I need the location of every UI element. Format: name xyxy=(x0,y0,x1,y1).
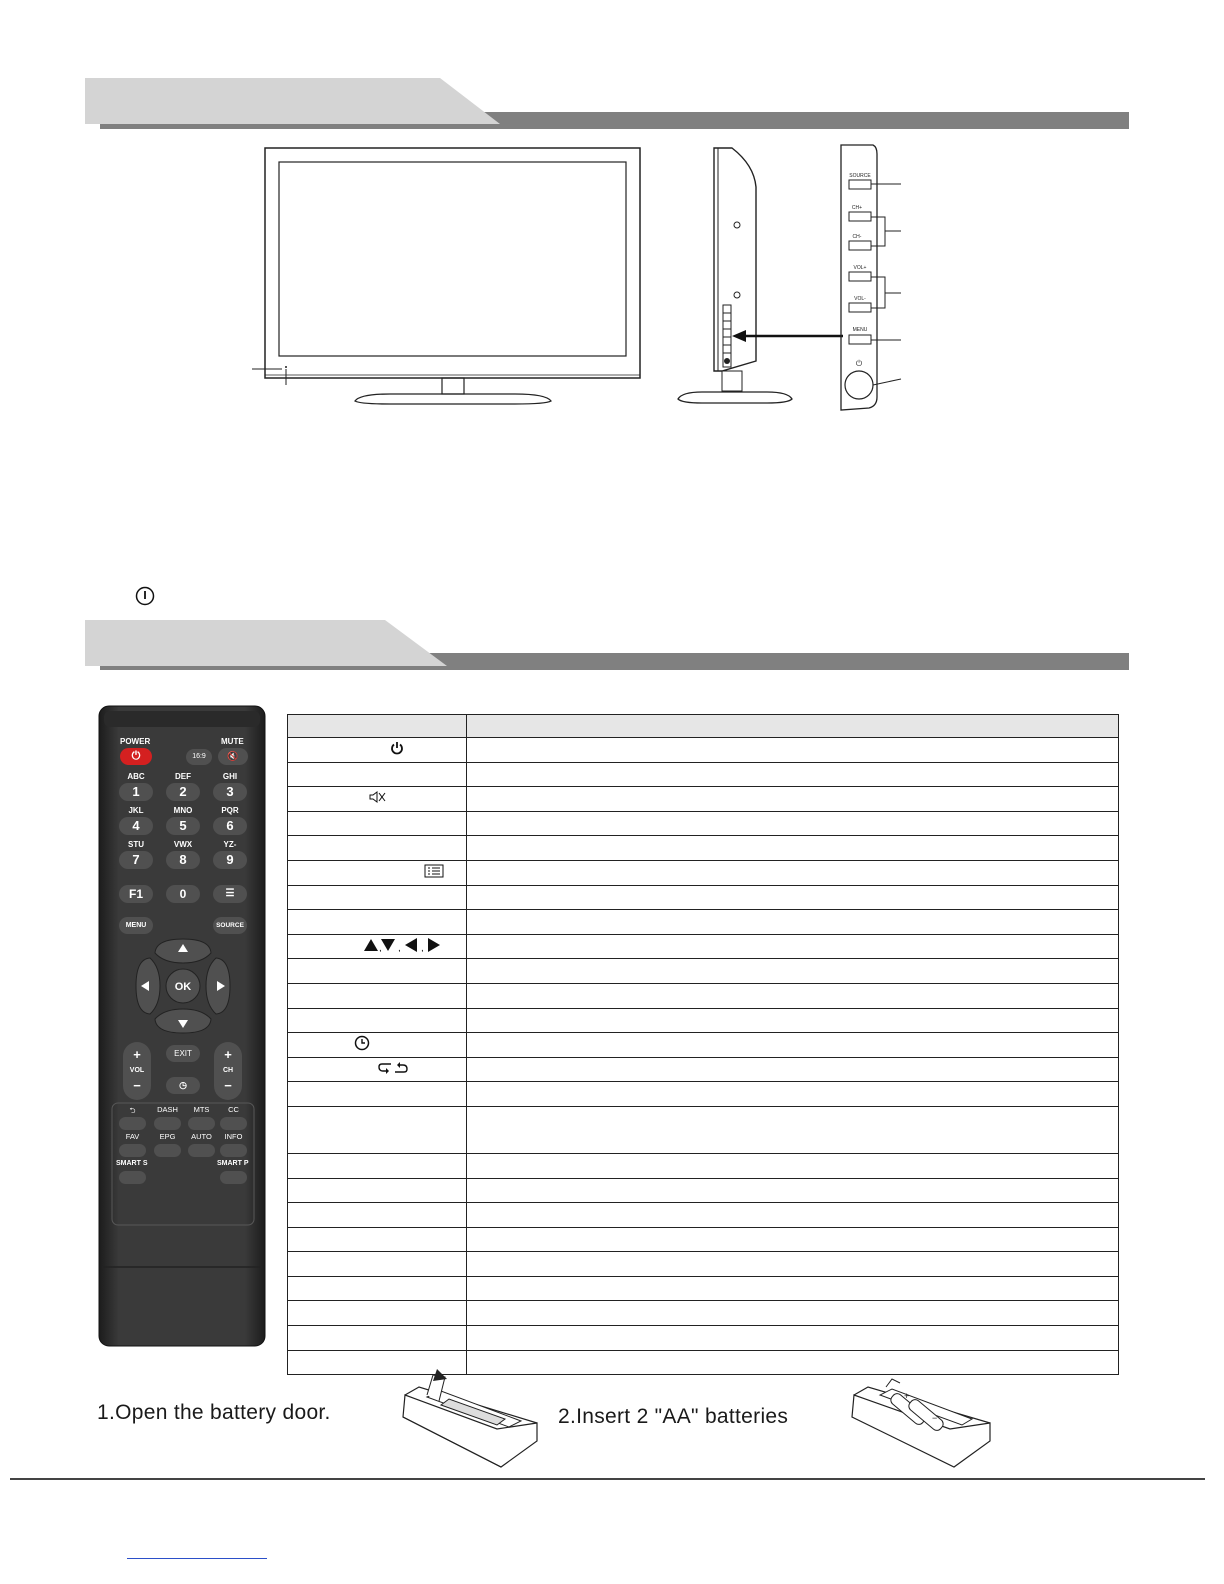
key-cell xyxy=(288,1301,467,1326)
remote-zero-button[interactable]: 0 xyxy=(166,885,200,903)
panel-label-menu: MENU xyxy=(852,327,868,333)
table-row xyxy=(288,1276,1119,1301)
remote-digit-button[interactable]: 7 xyxy=(119,851,153,869)
remote-power-button[interactable]: ⏻ xyxy=(120,748,152,765)
remote-digit-button[interactable]: 8 xyxy=(166,851,200,869)
remote-small-key-button[interactable] xyxy=(188,1144,215,1157)
description-cell xyxy=(467,1203,1119,1228)
table-row xyxy=(288,860,1119,885)
remote-key-letters: MNO xyxy=(173,806,193,815)
key-cell xyxy=(288,959,467,984)
remote-smart-s-button[interactable] xyxy=(119,1171,146,1184)
section-tab-2 xyxy=(85,620,455,666)
description-cell xyxy=(467,885,1119,910)
panel-label-ch-plus: CH+ xyxy=(851,205,863,211)
tv-side-illustration xyxy=(672,145,797,407)
table-row xyxy=(288,1178,1119,1203)
remote-key-letters: JKL xyxy=(128,806,144,815)
table-row xyxy=(288,934,1119,959)
remote-dpad[interactable] xyxy=(132,935,234,1037)
remote-power-label: POWER xyxy=(120,737,151,746)
key-cell xyxy=(288,1276,467,1301)
description-cell xyxy=(467,836,1119,861)
table-row xyxy=(288,1008,1119,1033)
description-cell xyxy=(467,983,1119,1008)
table-row xyxy=(288,1106,1119,1153)
remote-ok-label: OK xyxy=(174,981,192,993)
description-cell xyxy=(467,1082,1119,1107)
description-cell xyxy=(467,787,1119,812)
table-row xyxy=(288,1153,1119,1178)
section-tab-1 xyxy=(85,78,505,124)
remote-digit-button[interactable]: 1 xyxy=(119,783,153,801)
remote-mute-label: MUTE xyxy=(221,737,244,746)
remote-vol-plus: + xyxy=(133,1047,141,1062)
description-cell xyxy=(467,1350,1119,1375)
key-cell xyxy=(288,910,467,935)
description-cell xyxy=(467,1057,1119,1082)
table-row xyxy=(288,910,1119,935)
remote-smart-p-button[interactable] xyxy=(220,1171,247,1184)
remote-digit-button[interactable]: 2 xyxy=(166,783,200,801)
key-cell xyxy=(288,1326,467,1351)
footer-rule xyxy=(10,1478,1205,1480)
tv-side-panel xyxy=(835,142,915,414)
description-cell xyxy=(467,811,1119,836)
table-header-row xyxy=(288,715,1119,738)
key-cell xyxy=(288,1178,467,1203)
key-cell xyxy=(288,1227,467,1252)
remote-vol-label: VOL xyxy=(129,1067,145,1074)
table-row xyxy=(288,1203,1119,1228)
key-cell xyxy=(288,1082,467,1107)
remote-small-key-button[interactable] xyxy=(188,1117,215,1130)
remote-text-button[interactable]: ☰ xyxy=(213,885,247,903)
description-cell xyxy=(467,1178,1119,1203)
remote-vol-minus: − xyxy=(133,1078,141,1093)
remote-f1-button[interactable]: F1 xyxy=(119,885,153,903)
remote-key-letters: ABC xyxy=(127,772,145,781)
footer-link-underline xyxy=(127,1558,267,1559)
key-cell xyxy=(288,762,467,787)
arrow-keys-icon xyxy=(364,938,448,955)
table-row xyxy=(288,1301,1119,1326)
remote-key-letters: VWX xyxy=(173,840,193,849)
description-cell xyxy=(467,860,1119,885)
description-cell xyxy=(467,959,1119,984)
remote-small-key-button[interactable] xyxy=(154,1144,181,1157)
remote-open-door-illustration xyxy=(397,1365,542,1473)
remote-menu-button[interactable]: MENU xyxy=(119,917,153,934)
remote-mute-button[interactable]: 🔇 xyxy=(218,748,248,765)
description-cell xyxy=(467,1301,1119,1326)
key-cell xyxy=(288,1203,467,1228)
description-cell xyxy=(467,1276,1119,1301)
table-row xyxy=(288,885,1119,910)
table-row xyxy=(288,1082,1119,1107)
tv-front-illustration xyxy=(250,145,650,407)
description-cell xyxy=(467,1033,1119,1058)
remote-ch-minus: − xyxy=(224,1078,232,1093)
remote-key-table xyxy=(287,714,1119,1375)
remote-small-key-button[interactable] xyxy=(119,1117,146,1130)
remote-key-letters: GHI xyxy=(222,772,238,781)
remote-small-key-button[interactable] xyxy=(220,1144,247,1157)
key-cell xyxy=(288,983,467,1008)
description-cell xyxy=(467,934,1119,959)
key-cell xyxy=(288,1033,467,1058)
description-cell xyxy=(467,1252,1119,1277)
table-row xyxy=(288,1057,1119,1082)
power-icon xyxy=(390,741,404,758)
recall-icon xyxy=(378,1061,408,1078)
key-cell xyxy=(288,836,467,861)
panel-label-ch-minus: CH- xyxy=(852,234,862,240)
remote-small-key-label: EPG xyxy=(159,1132,176,1141)
description-cell xyxy=(467,762,1119,787)
key-cell xyxy=(288,1008,467,1033)
list-icon xyxy=(424,864,444,881)
remote-small-key-button[interactable] xyxy=(119,1144,146,1157)
remote-small-key-label: ⮌ xyxy=(129,1106,136,1115)
remote-small-key-label: INFO xyxy=(224,1132,243,1141)
key-cell xyxy=(288,738,467,763)
remote-digit-button[interactable]: 5 xyxy=(166,817,200,835)
table-row xyxy=(288,738,1119,763)
remote-digit-button[interactable]: 9 xyxy=(213,851,247,869)
remote-small-key-label: CC xyxy=(228,1105,239,1114)
remote-digit-button[interactable]: 3 xyxy=(213,783,247,801)
remote-ch-plus: + xyxy=(224,1047,232,1062)
svg-text:+: + xyxy=(904,1391,910,1401)
svg-text:,: , xyxy=(379,943,382,953)
remote-key-letters: PQR xyxy=(221,806,239,815)
power-circle-icon xyxy=(135,586,155,606)
key-cell xyxy=(288,1252,467,1277)
remote-small-key-label: MTS xyxy=(193,1105,210,1114)
remote-key-letters: DEF xyxy=(175,772,191,781)
table-row xyxy=(288,1227,1119,1252)
remote-ch-label: CH xyxy=(222,1067,234,1074)
remote-small-key-label: FAV xyxy=(125,1132,140,1141)
key-cell xyxy=(288,1153,467,1178)
remote-smart-s-label: SMART S xyxy=(116,1160,148,1167)
description-cell xyxy=(467,1106,1119,1153)
description-cell xyxy=(467,738,1119,763)
key-cell xyxy=(288,934,467,959)
panel-label-source: SOURCE xyxy=(849,173,871,179)
panel-label-vol-minus: VOL- xyxy=(854,296,866,302)
remote-key-letters: STU xyxy=(128,840,144,849)
table-row xyxy=(288,762,1119,787)
battery-step-1: 1.Open the battery door. xyxy=(97,1401,331,1424)
table-row xyxy=(288,836,1119,861)
svg-text:,: , xyxy=(398,943,401,953)
table-row xyxy=(288,1326,1119,1351)
svg-text:−: − xyxy=(932,1413,938,1423)
key-cell xyxy=(288,1106,467,1153)
panel-pointer-arrow xyxy=(730,327,845,345)
table-row xyxy=(288,983,1119,1008)
remote-insert-batteries-illustration xyxy=(846,1365,996,1473)
svg-text:,: , xyxy=(421,943,424,953)
remote-exit-button[interactable]: EXIT xyxy=(166,1045,200,1062)
table-row xyxy=(288,959,1119,984)
panel-power-symbol: ⏻ xyxy=(855,359,863,368)
table-row xyxy=(288,1252,1119,1277)
key-cell xyxy=(288,860,467,885)
panel-label-vol-plus: VOL+ xyxy=(853,265,867,271)
remote-small-key-button[interactable] xyxy=(220,1117,247,1130)
table-row xyxy=(288,1033,1119,1058)
key-cell xyxy=(288,811,467,836)
description-cell xyxy=(467,1008,1119,1033)
key-cell xyxy=(288,1057,467,1082)
table-row xyxy=(288,787,1119,812)
remote-small-key-button[interactable] xyxy=(154,1117,181,1130)
key-cell xyxy=(288,885,467,910)
description-cell xyxy=(467,1153,1119,1178)
remote-smart-p-label: SMART P xyxy=(217,1160,249,1167)
remote-sleep-button[interactable]: ◷ xyxy=(166,1077,200,1094)
remote-small-key-label: AUTO xyxy=(191,1132,212,1141)
remote-digit-button[interactable]: 6 xyxy=(213,817,247,835)
remote-digit-button[interactable]: 4 xyxy=(119,817,153,835)
remote-key-letters: YZ- xyxy=(223,840,237,849)
remote-small-key-label: DASH xyxy=(157,1105,178,1114)
description-cell xyxy=(467,1326,1119,1351)
battery-step-2: 2.Insert 2 "AA" batteries xyxy=(558,1405,789,1428)
remote-aspect-button[interactable]: 16:9 xyxy=(186,749,212,765)
mute-icon xyxy=(368,790,386,807)
description-cell xyxy=(467,1227,1119,1252)
clock-icon xyxy=(354,1035,370,1054)
remote-source-button[interactable]: SOURCE xyxy=(213,917,247,934)
table-row xyxy=(288,811,1119,836)
description-cell xyxy=(467,910,1119,935)
key-cell xyxy=(288,787,467,812)
